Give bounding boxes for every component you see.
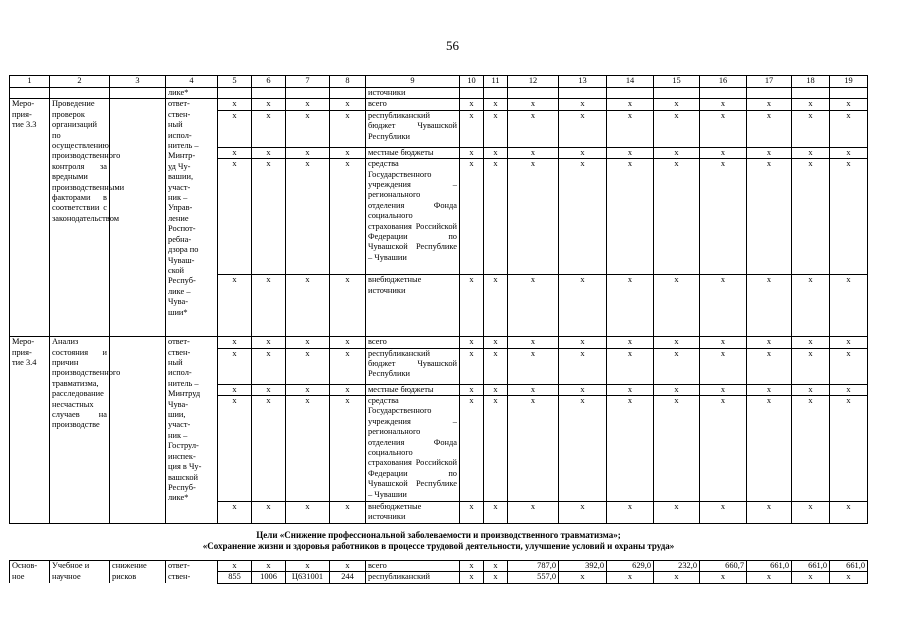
cont-empty-b7	[747, 88, 792, 99]
year-value-14: х	[607, 147, 654, 158]
year-value-19: х	[830, 502, 868, 524]
year-value-14: 629,0	[607, 561, 654, 572]
budget-code-7: Ц631001	[286, 572, 330, 583]
budget-code-6: х	[252, 110, 286, 147]
year-value-18: х	[792, 348, 830, 384]
budget-code-6: х	[252, 159, 286, 275]
budget-code-5: х	[218, 384, 252, 395]
year-value-17: х	[747, 159, 792, 275]
year-value-11: х	[484, 384, 508, 395]
year-value-18: х	[792, 502, 830, 524]
budget-code-7: х	[286, 99, 330, 110]
year-value-17: х	[747, 502, 792, 524]
year-value-14: х	[607, 99, 654, 110]
responsible-executor: ответ- ствен- ный испол- нитель – Минтруд Чува- шии, участ- ник – Гострул- инспек- ция в Чу- вашской Респуб- лике*	[166, 337, 218, 524]
year-value-13: х	[559, 572, 607, 583]
year-value-11: х	[484, 337, 508, 348]
year-value-11: х	[484, 396, 508, 502]
year-value-17: х	[747, 99, 792, 110]
column-number-1: 1	[10, 76, 50, 88]
year-value-13: х	[559, 110, 607, 147]
year-value-13: х	[559, 147, 607, 158]
year-value-10: х	[460, 502, 484, 524]
budget-code-8: х	[330, 561, 366, 572]
year-value-10: х	[460, 384, 484, 395]
year-value-14: х	[607, 159, 654, 275]
year-value-16: х	[700, 572, 747, 583]
cont-empty-2	[286, 88, 330, 99]
budget-code-6: х	[252, 348, 286, 384]
goal-heading	[10, 524, 868, 561]
year-value-12: х	[508, 159, 559, 275]
year-value-14: х	[607, 110, 654, 147]
budget-code-7: х	[286, 561, 330, 572]
main-activity-type: ное	[10, 572, 50, 583]
budget-code-6: х	[252, 396, 286, 502]
year-value-15: х	[654, 275, 700, 337]
funding-source: всего	[366, 99, 460, 110]
year-value-17: х	[747, 384, 792, 395]
year-value-13: х	[559, 396, 607, 502]
column-number-8: 8	[330, 76, 366, 88]
cont-empty-b0	[460, 88, 484, 99]
year-value-10: х	[460, 159, 484, 275]
column-number-13: 13	[559, 76, 607, 88]
year-value-19: х	[830, 159, 868, 275]
cont-empty-1	[252, 88, 286, 99]
year-value-16: х	[700, 99, 747, 110]
cont-empty-0	[218, 88, 252, 99]
year-value-18: х	[792, 110, 830, 147]
year-value-10: х	[460, 572, 484, 583]
budget-code-7: х	[286, 384, 330, 395]
year-value-18: х	[792, 275, 830, 337]
budget-code-6: х	[252, 275, 286, 337]
year-value-18: х	[792, 337, 830, 348]
year-value-12: х	[508, 147, 559, 158]
year-value-18: х	[792, 384, 830, 395]
funding-source: республиканский	[366, 572, 460, 583]
cont-empty-b9	[830, 88, 868, 99]
year-value-16: 660,7	[700, 561, 747, 572]
year-value-15: х	[654, 147, 700, 158]
year-value-13: х	[559, 337, 607, 348]
year-value-13: х	[559, 348, 607, 384]
main-activity-row2	[10, 572, 868, 583]
year-value-17: х	[747, 396, 792, 502]
budget-code-5: х	[218, 348, 252, 384]
column-number-10: 10	[460, 76, 484, 88]
year-value-19: 661,0	[830, 561, 868, 572]
goal-line-1: Цели «Снижение профессиональной заболеваемости и производственного травматизма»;	[256, 530, 621, 541]
column-number-19: 19	[830, 76, 868, 88]
funding-source: республиканский бюджет Чувашской Республики	[366, 110, 460, 147]
funding-source: местные бюджеты	[366, 384, 460, 395]
year-value-10: х	[460, 275, 484, 337]
header-row	[10, 76, 868, 88]
budget-code-5: х	[218, 561, 252, 572]
year-value-13: х	[559, 502, 607, 524]
year-value-17: 661,0	[747, 561, 792, 572]
program-table	[9, 75, 868, 584]
year-value-19: х	[830, 572, 868, 583]
year-value-17: х	[747, 147, 792, 158]
funding-source: средства Государственного учреждения – регионального отделения Фонда социального страхования Российской Федерации по Чувашской Республике – Чувашии	[366, 396, 460, 502]
year-value-15: х	[654, 159, 700, 275]
column-number-5: 5	[218, 76, 252, 88]
year-value-18: х	[792, 572, 830, 583]
main-activity-goal: рисков	[110, 572, 166, 583]
goal-line-2: «Сохранение жизни и здоровья работников в процессе трудовой деятельности, улучшение условий и охраны труда»	[202, 541, 675, 552]
funding-source: внебюджетные источники	[366, 275, 460, 337]
year-value-10: х	[460, 348, 484, 384]
year-value-17: х	[747, 110, 792, 147]
year-value-18: х	[792, 159, 830, 275]
budget-code-8: х	[330, 159, 366, 275]
year-value-15: х	[654, 337, 700, 348]
year-value-19: х	[830, 337, 868, 348]
column-number-7: 7	[286, 76, 330, 88]
year-value-18: х	[792, 99, 830, 110]
cont-responsible: лике*	[166, 88, 218, 99]
funding-source: местные бюджеты	[366, 147, 460, 158]
year-value-19: х	[830, 99, 868, 110]
main-activity-responsible: ответ-	[166, 561, 218, 572]
activity-number: Меро- прия- тие 3.4	[10, 337, 50, 524]
main-activity-name: Учебное и	[50, 561, 110, 572]
budget-code-5: х	[218, 275, 252, 337]
budget-code-7: х	[286, 159, 330, 275]
cont-cell-3	[110, 88, 166, 99]
year-value-11: х	[484, 147, 508, 158]
year-value-12: х	[508, 502, 559, 524]
cont-empty-b4	[607, 88, 654, 99]
year-value-12: х	[508, 337, 559, 348]
budget-code-8: х	[330, 348, 366, 384]
year-value-15: х	[654, 384, 700, 395]
budget-code-8: х	[330, 337, 366, 348]
page-number: 56	[446, 38, 459, 53]
year-value-11: х	[484, 572, 508, 583]
year-value-15: х	[654, 396, 700, 502]
year-value-14: х	[607, 348, 654, 384]
year-value-11: х	[484, 99, 508, 110]
year-value-15: х	[654, 572, 700, 583]
budget-code-5: х	[218, 147, 252, 158]
main-activity-name: научное	[50, 572, 110, 583]
funding-source: республиканский бюджет Чувашской Республики	[366, 348, 460, 384]
year-value-18: х	[792, 396, 830, 502]
year-value-15: х	[654, 502, 700, 524]
year-value-11: х	[484, 502, 508, 524]
budget-code-8: х	[330, 110, 366, 147]
budget-code-7: х	[286, 275, 330, 337]
funding-source: всего	[366, 337, 460, 348]
year-value-10: х	[460, 110, 484, 147]
year-value-16: х	[700, 396, 747, 502]
year-value-10: х	[460, 99, 484, 110]
budget-code-7: х	[286, 337, 330, 348]
year-value-13: х	[559, 159, 607, 275]
main-activity-responsible: ствен-	[166, 572, 218, 583]
column-number-4: 4	[166, 76, 218, 88]
goal-row	[10, 524, 868, 561]
column-number-3: 3	[110, 76, 166, 88]
year-value-17: х	[747, 337, 792, 348]
year-value-12: х	[508, 396, 559, 502]
year-value-10: х	[460, 561, 484, 572]
column-number-17: 17	[747, 76, 792, 88]
budget-code-7: х	[286, 110, 330, 147]
cont-cell-2	[50, 88, 110, 99]
year-value-12: х	[508, 348, 559, 384]
budget-code-6: х	[252, 337, 286, 348]
cont-empty-b8	[792, 88, 830, 99]
cont-empty-b3	[559, 88, 607, 99]
year-value-18: 661,0	[792, 561, 830, 572]
budget-code-6: х	[252, 147, 286, 158]
activity-number: Меро- прия- тие 3.3	[10, 99, 50, 337]
cont-empty-3	[330, 88, 366, 99]
cont-empty-b1	[484, 88, 508, 99]
column-number-12: 12	[508, 76, 559, 88]
budget-code-6: х	[252, 384, 286, 395]
year-value-16: х	[700, 110, 747, 147]
year-value-16: х	[700, 159, 747, 275]
activity-col3	[110, 337, 166, 524]
budget-code-7: х	[286, 396, 330, 502]
year-value-12: х	[508, 275, 559, 337]
column-number-9: 9	[366, 76, 460, 88]
budget-code-8: х	[330, 99, 366, 110]
column-number-6: 6	[252, 76, 286, 88]
cont-empty-b6	[700, 88, 747, 99]
year-value-16: х	[700, 384, 747, 395]
funding-source: внебюджетные источники	[366, 502, 460, 524]
year-value-13: 392,0	[559, 561, 607, 572]
year-value-14: х	[607, 337, 654, 348]
activity-name: Анализ состояния и причин производственного травматизма, расследование несчастных случаев на производстве	[50, 337, 110, 524]
funding-source: всего	[366, 561, 460, 572]
column-number-11: 11	[484, 76, 508, 88]
year-value-12: х	[508, 384, 559, 395]
year-value-11: х	[484, 110, 508, 147]
main-activity-type: Основ-	[10, 561, 50, 572]
budget-code-8: х	[330, 275, 366, 337]
year-value-14: х	[607, 502, 654, 524]
responsible-executor: ответ- ствен- ный испол- нитель – Минтр- уд Чу- вашии, участ- ник – Управ- ление Роспот- ребна- дзора по Чуваш- ской Респуб- лике – Чува- шии*	[166, 99, 218, 337]
budget-code-6: 1006	[252, 572, 286, 583]
budget-code-6: х	[252, 561, 286, 572]
continuation-row	[10, 88, 868, 99]
column-number-2: 2	[50, 76, 110, 88]
year-value-13: х	[559, 384, 607, 395]
year-value-19: х	[830, 275, 868, 337]
year-value-12: 787,0	[508, 561, 559, 572]
column-number-14: 14	[607, 76, 654, 88]
year-value-14: х	[607, 396, 654, 502]
year-value-16: х	[700, 348, 747, 384]
budget-code-8: х	[330, 384, 366, 395]
budget-code-8: 244	[330, 572, 366, 583]
year-value-11: х	[484, 561, 508, 572]
budget-code-7: х	[286, 147, 330, 158]
budget-code-5: х	[218, 502, 252, 524]
budget-code-5: 855	[218, 572, 252, 583]
budget-code-5: х	[218, 337, 252, 348]
budget-code-5: х	[218, 159, 252, 275]
year-value-15: х	[654, 348, 700, 384]
cont-source: источники	[366, 88, 460, 99]
year-value-16: х	[700, 502, 747, 524]
m33-row-0	[10, 99, 868, 110]
year-value-15: х	[654, 110, 700, 147]
funding-source: средства Государственного учреждения – регионального отделения Фонда социального страхования Российской Федерации по Чувашской Республике – Чувашии	[366, 159, 460, 275]
column-number-16: 16	[700, 76, 747, 88]
year-value-19: х	[830, 110, 868, 147]
year-value-10: х	[460, 337, 484, 348]
year-value-13: х	[559, 99, 607, 110]
year-value-14: х	[607, 572, 654, 583]
year-value-11: х	[484, 348, 508, 384]
year-value-17: х	[747, 275, 792, 337]
year-value-19: х	[830, 396, 868, 502]
year-value-17: х	[747, 348, 792, 384]
year-value-10: х	[460, 147, 484, 158]
cont-empty-b2	[508, 88, 559, 99]
year-value-14: х	[607, 384, 654, 395]
year-value-12: 557,0	[508, 572, 559, 583]
cont-empty-b5	[654, 88, 700, 99]
year-value-15: х	[654, 99, 700, 110]
year-value-17: х	[747, 572, 792, 583]
budget-code-8: х	[330, 147, 366, 158]
year-value-10: х	[460, 396, 484, 502]
m34-row-0	[10, 337, 868, 348]
year-value-13: х	[559, 275, 607, 337]
year-value-19: х	[830, 384, 868, 395]
budget-code-5: х	[218, 110, 252, 147]
year-value-16: х	[700, 147, 747, 158]
year-value-19: х	[830, 147, 868, 158]
year-value-18: х	[792, 147, 830, 158]
year-value-12: х	[508, 110, 559, 147]
budget-code-8: х	[330, 502, 366, 524]
year-value-14: х	[607, 275, 654, 337]
budget-code-7: х	[286, 502, 330, 524]
main-activity-goal: снижение	[110, 561, 166, 572]
main-activity-row1	[10, 561, 868, 572]
budget-code-5: х	[218, 99, 252, 110]
year-value-16: х	[700, 275, 747, 337]
year-value-11: х	[484, 275, 508, 337]
year-value-12: х	[508, 99, 559, 110]
activity-name: Проведение проверок организаций по осуществлению производственного контроля за вредными производственными факторами в соответствии с законодательством	[50, 99, 110, 337]
budget-code-7: х	[286, 348, 330, 384]
year-value-11: х	[484, 159, 508, 275]
budget-code-8: х	[330, 396, 366, 502]
budget-code-6: х	[252, 502, 286, 524]
budget-code-5: х	[218, 396, 252, 502]
column-number-15: 15	[654, 76, 700, 88]
year-value-15: 232,0	[654, 561, 700, 572]
budget-code-6: х	[252, 99, 286, 110]
year-value-19: х	[830, 348, 868, 384]
year-value-16: х	[700, 337, 747, 348]
cont-cell-1	[10, 88, 50, 99]
column-number-18: 18	[792, 76, 830, 88]
